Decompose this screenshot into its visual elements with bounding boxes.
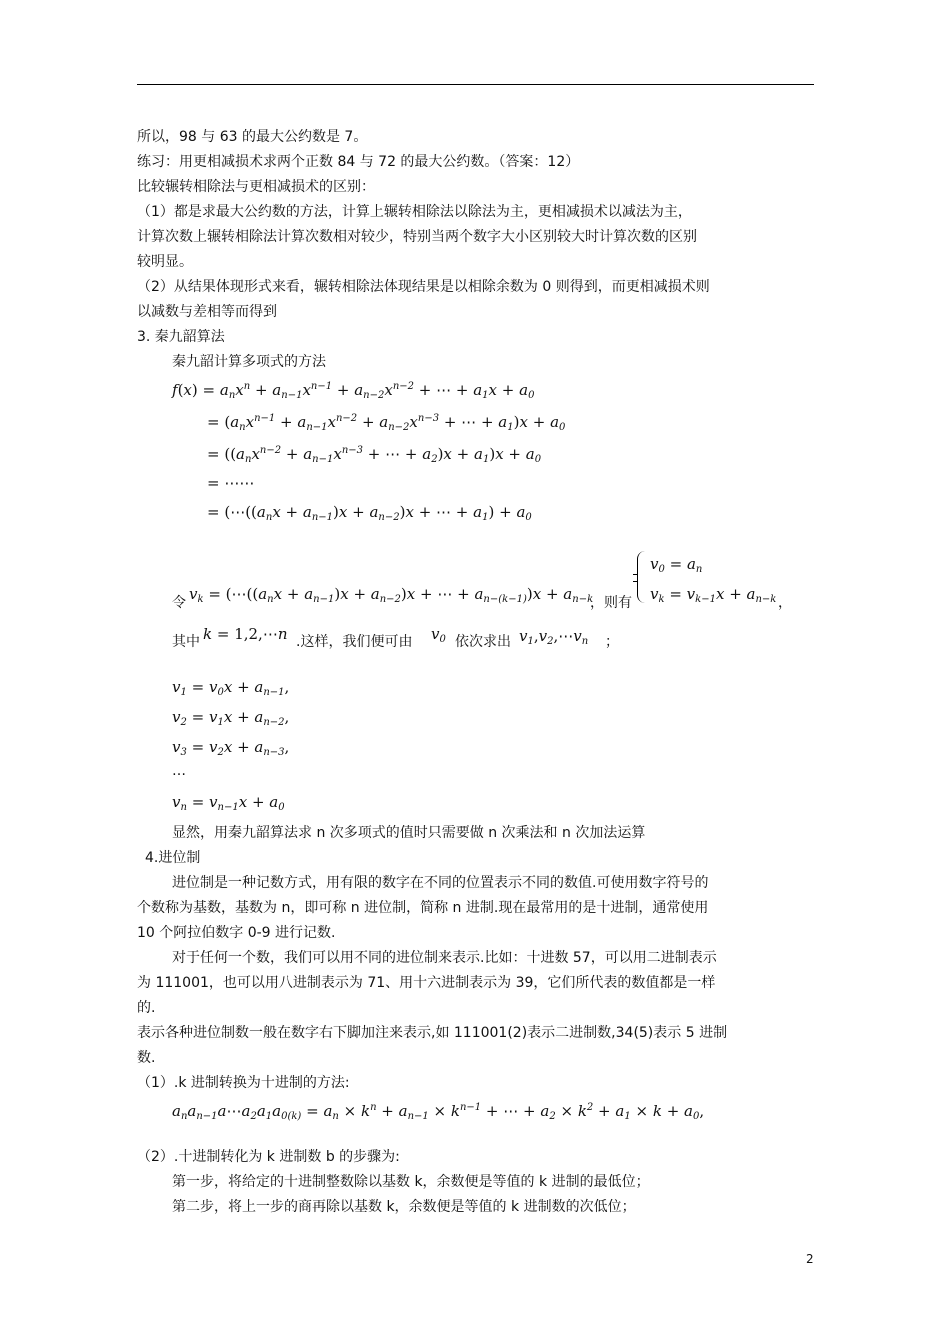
text-line: 计算次数上辗转相除法计算次数相对较少，特别当两个数字大小区别较大时计算次数的区别 bbox=[137, 229, 697, 245]
formula-system-2: $v_k = v_{k-1}x + a_{n-k}$ bbox=[650, 585, 777, 605]
text-line: 显然，用秦九韶算法求 n 次多项式的值时只需要做 n 次乘法和 n 次加法运算 bbox=[172, 825, 646, 841]
formula-base-k-expansion: $a_na_{n-1}a\cdots a_2a_1a_{0(k)} = a_n \times k^n + a_{n-1} \times k^{n-1}$ + ⋯ + $a_2 \times k^2 + a_1 \times k + a_0$, bbox=[172, 1102, 705, 1122]
formula-system-1: $v_0 = a_n$ bbox=[650, 555, 703, 575]
text-line: 表示各种进位制数一般在数字右下脚加注来表示,如 111001(2)表示二进制数,34(5)表示 5 进制 bbox=[137, 1025, 728, 1041]
text-line: 对于任何一个数，我们可以用不同的进位制来表示.比如：十进数 57，可以用二进制表示 bbox=[172, 950, 717, 966]
text-line: 个数称为基数，基数为 n，即可称 n 进位制，简称 n 进制.现在最常用的是十进制，通常使用 bbox=[137, 900, 709, 916]
formula-v1: $v_1 = v_0x + a_{n-1}$, bbox=[172, 678, 290, 698]
text-fragment: 依次求出 bbox=[455, 634, 511, 650]
text-fragment: ，则有 bbox=[590, 595, 632, 611]
text-line: 比较辗转相除法与更相减损术的区别： bbox=[137, 179, 375, 195]
formula-horner-5: = ($\cdots((a_nx + a_{n-1})x + a_{n-2})x$ + ⋯ + $a_1) + a_0$ bbox=[207, 503, 532, 523]
formula-horner-2: = ($a_nx^{n-1} + a_{n-1}x^{n-2} + a_{n-2}x^{n-3}$ + ⋯ + $a_1)x + a_0$ bbox=[207, 413, 566, 433]
brace bbox=[637, 551, 648, 603]
text-line: 为 111001，也可以用八进制表示为 71、用十六进制表示为 39，它们所代表的数值都是一样 bbox=[137, 975, 716, 991]
formula-horner-4: = ⋯⋯ bbox=[207, 474, 255, 492]
text-line: 第一步，将给定的十进制整数除以基数 k，余数便是等值的 k 进制的最低位； bbox=[172, 1174, 650, 1190]
text-line: （1）.k 进制转换为十进制的方法: bbox=[137, 1075, 350, 1091]
formula-v0: $v_0$ bbox=[431, 625, 446, 645]
text-line: （1）都是求最大公约数的方法，计算上辗转相除法以除法为主，更相减损术以减法为主， bbox=[137, 204, 692, 220]
formula-vn: $v_n = v_{n-1}x + a_0$ bbox=[172, 793, 285, 813]
text-line: （2）.十进制转化为 k 进制数 b 的步骤为: bbox=[137, 1149, 400, 1165]
formula-v-sequence: $v_1,v_2,\cdots v_n$ bbox=[519, 627, 589, 647]
formula-v2: $v_2 = v_1x + a_{n-2}$, bbox=[172, 708, 290, 728]
formula-horner-3: = (($a_nx^{n-2} + a_{n-1}x^{n-3}$ + ⋯ + $a_2)x + a_1)x + a_0$ bbox=[207, 445, 542, 465]
text-line: （2）从结果体现形式来看，辗转相除法体现结果是以相除余数为 0 则得到，而更相减损术则 bbox=[137, 279, 710, 295]
formula-k-range: k = 1,2,⋯n bbox=[203, 625, 288, 643]
header-rule bbox=[137, 84, 814, 85]
text-line: 练习：用更相减损术求两个正数 84 与 72 的最大公约数。（答案：12） bbox=[137, 154, 580, 170]
ellipsis: … bbox=[172, 763, 186, 779]
section-heading: 4.进位制 bbox=[145, 850, 201, 866]
text-line: 第二步，将上一步的商再除以基数 k，余数便是等值的 k 进制数的次低位； bbox=[172, 1199, 636, 1215]
text-line: 数. bbox=[137, 1050, 156, 1066]
text-fragment: ， bbox=[778, 595, 792, 611]
text-fragment: ； bbox=[605, 634, 619, 650]
text-line: 以减数与差相等而得到 bbox=[137, 304, 277, 320]
brace-tip bbox=[633, 574, 638, 582]
text-fragment: 令 bbox=[172, 595, 186, 611]
text-line: 进位制是一种记数方式，用有限的数字在不同的位置表示不同的数值.可使用数字符号的 bbox=[172, 875, 709, 891]
page-number: 2 bbox=[806, 1252, 814, 1266]
text-line: 的. bbox=[137, 1000, 156, 1016]
section-heading: 3. 秦九韶算法 bbox=[137, 329, 225, 345]
formula-horner-1: $f(x) = a_nx^n + a_{n-1}x^{n-1} + a_{n-2}x^{n-2}$ + ⋯ + $a_1x + a_0$ bbox=[172, 381, 535, 401]
text-line: 较明显。 bbox=[137, 254, 193, 270]
formula-v3: $v_3 = v_2x + a_{n-3}$, bbox=[172, 738, 290, 758]
text-line: 秦九韶计算多项式的方法 bbox=[172, 354, 326, 370]
text-fragment: 其中 bbox=[172, 634, 200, 650]
text-fragment: .这样，我们便可由 bbox=[296, 634, 413, 650]
text-line: 10 个阿拉伯数字 0-9 进行记数. bbox=[137, 925, 336, 941]
formula-vk-definition: $v_k$ = ($\cdots((a_nx + a_{n-1})x + a_{n-2})x$ + ⋯ + $a_{n-(k-1)})x + a_{n-k}$ bbox=[189, 585, 594, 605]
text-line: 所以，98 与 63 的最大公约数是 7。 bbox=[137, 129, 368, 145]
